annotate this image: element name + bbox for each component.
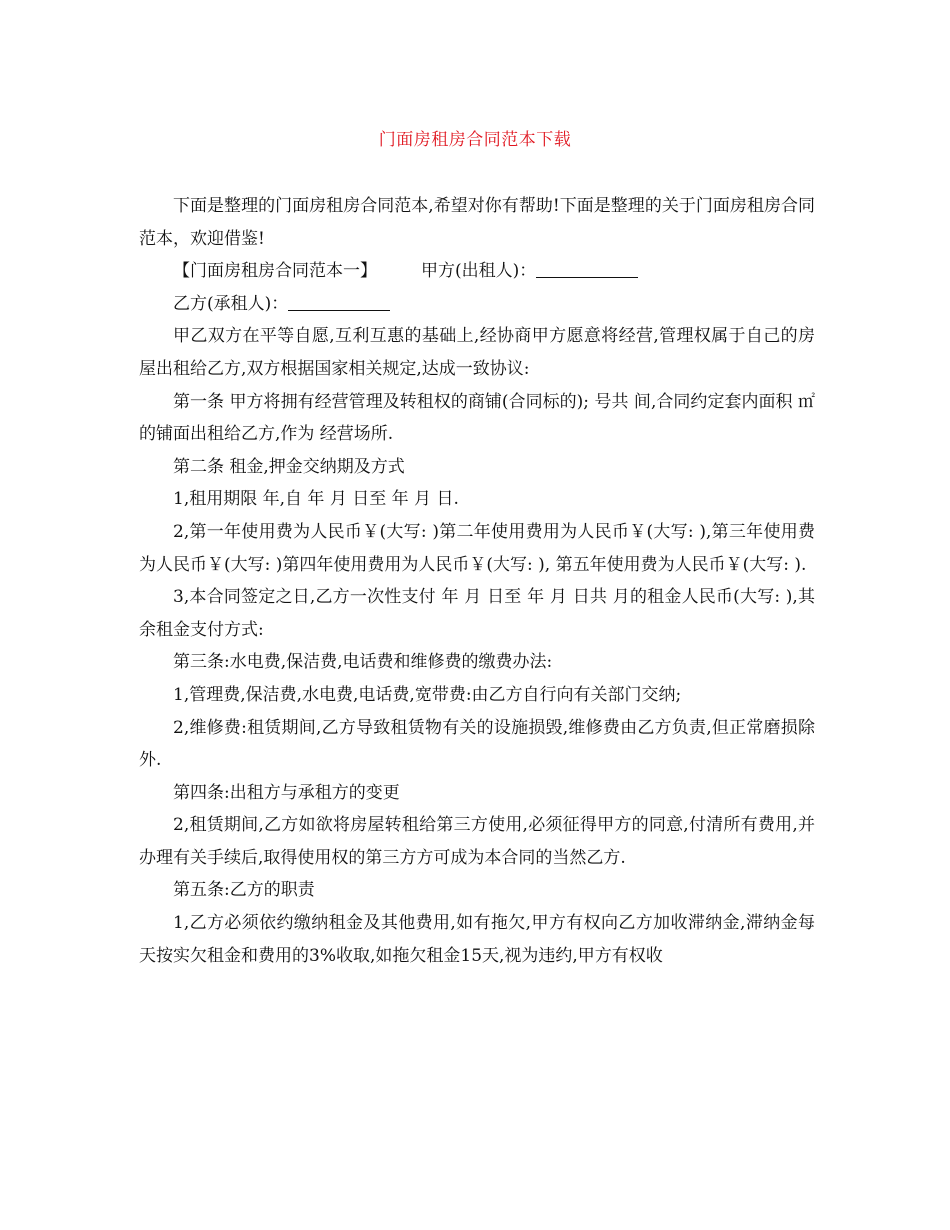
paragraph: 2,第一年使用费为人民币￥(大写: )第二年使用费用为人民币￥(大写: ),第三年使用费为人民币￥(大写: )第四年使用费用为人民币￥(大写: ), 第五年使用费为人民币￥(大写: ).	[139, 521, 815, 575]
paragraph: 1,管理费,保洁费,水电费,电话费,宽带费:由乙方自行向有关部门交纳;	[173, 684, 682, 705]
paragraph: 第二条 租金,押金交纳期及方式	[173, 456, 405, 477]
document-body	[139, 190, 815, 972]
paragraph: 1,乙方必须依约缴纳租金及其他费用,如有拖欠,甲方有权向乙方加收滞纳金,滞纳金每天按实欠租金和费用的3%收取,如拖欠租金15天,视为违约,甲方有权收	[139, 913, 815, 966]
paragraph: 2,维修费:租赁期间,乙方导致租赁物有关的设施损毁,维修费由乙方负责,但正常磨损除外.	[139, 717, 815, 771]
contract-heading-row	[139, 255, 815, 288]
paragraph: 第四条:出租方与承租方的变更	[173, 782, 400, 803]
intro-paragraph: 下面是整理的门面房租房合同范本,希望对你有帮助!下面是整理的关于门面房租房合同范本，欢迎借鉴!	[139, 196, 815, 249]
paragraph: 2,租赁期间,乙方如欲将房屋转租给第三方使用,必须征得甲方的同意,付清所有费用,并办理有关手续后,取得使用权的第三方方可成为本合同的当然乙方.	[139, 815, 815, 868]
document-title: 门面房租房合同范本下载	[378, 130, 572, 150]
paragraph: 第五条:乙方的职责	[173, 880, 315, 901]
party-a-blank-line	[536, 259, 638, 278]
party-a-label: 甲方(出租人)：	[421, 261, 537, 282]
paragraph: 甲乙双方在平等自愿,互利互惠的基础上,经协商甲方愿意将经营,管理权属于自己的房屋出租给乙方,双方根据国家相关规定,达成一致协议:	[139, 326, 815, 379]
paragraph: 第一条 甲方将拥有经营管理及转租权的商铺(合同标的); 号共 间,合同约定套内面积 ㎡的铺面出租给乙方,作为 经营场所.	[139, 391, 815, 445]
party-b-label: 乙方(承租人)：	[173, 293, 289, 314]
party-b-blank-line	[288, 292, 390, 311]
party-b-row	[139, 288, 815, 321]
paragraph: 3,本合同签定之日,乙方一次性支付 年 月 日至 年 月 日共 月的租金人民币(大写: ),其余租金支付方式:	[139, 587, 815, 640]
section-heading: 【门面房租房合同范本一】	[173, 261, 377, 282]
paragraph: 1,租用期限 年,自 年 月 日至 年 月 日.	[173, 489, 459, 510]
paragraph: 第三条:水电费,保洁费,电话费和维修费的缴费办法:	[173, 652, 553, 673]
